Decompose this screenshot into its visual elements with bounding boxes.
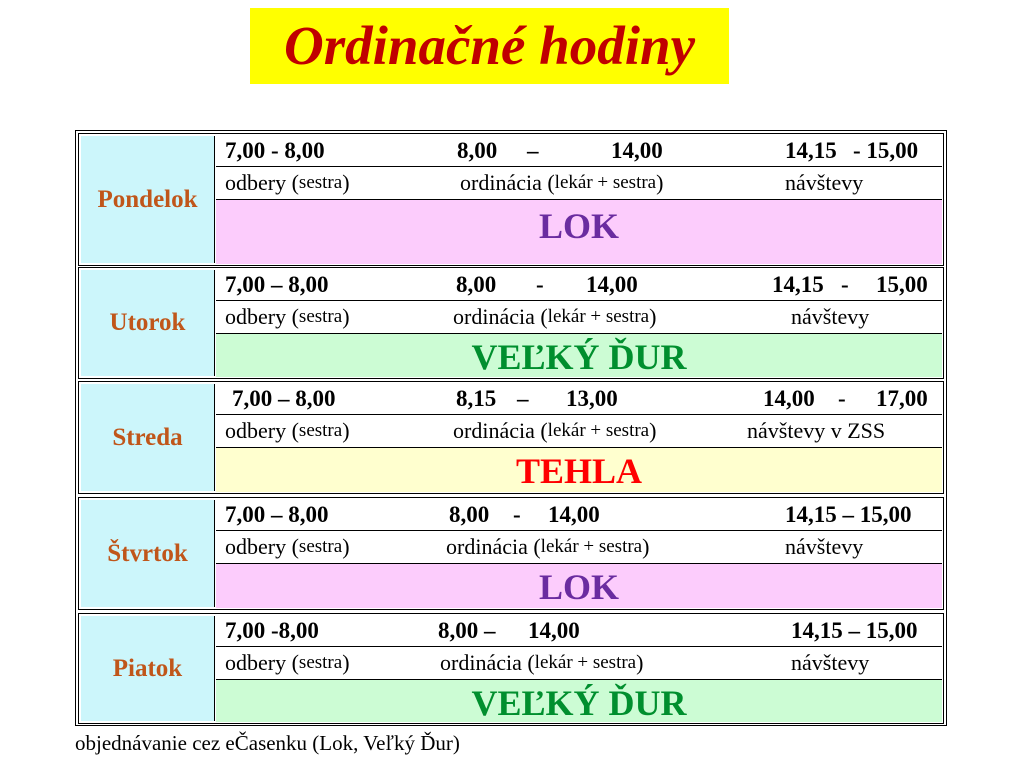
location-banner-tehla: TEHLA xyxy=(216,448,942,492)
day-name: Streda xyxy=(112,423,183,451)
label-odbery: odbery ( sestra ) xyxy=(225,418,350,443)
time-ordinacia-end: 13,00 xyxy=(566,385,618,411)
day-details xyxy=(216,615,942,722)
label-ordinacia: ordinácia ( lekár + sestra ) xyxy=(460,170,664,195)
location-banner-velky-dur: VEĽKÝ ĎUR xyxy=(216,680,942,722)
label-odbery: odbery ( sestra ) xyxy=(225,534,350,559)
title-box xyxy=(250,8,729,84)
day-name: Štvrtok xyxy=(107,539,188,567)
label-odbery: odbery ( sestra ) xyxy=(225,304,350,329)
day-block-streda xyxy=(78,381,944,494)
label-navstevy: návštevy xyxy=(791,650,870,675)
time-dash: – xyxy=(517,385,529,411)
location-banner-velky-dur: VEĽKÝ ĎUR xyxy=(216,334,942,377)
time-navstevy-end: 15,00 xyxy=(876,271,928,297)
label-navstevy: návštevy xyxy=(785,170,864,195)
day-name-cell xyxy=(81,270,215,376)
time-odbery: 7,00 -8,00 xyxy=(225,617,319,643)
label-odbery: odbery ( sestra ) xyxy=(225,170,350,195)
day-name-cell xyxy=(81,136,215,263)
label-navstevy: návštevy xyxy=(785,534,864,559)
time-navstevy-start: 14,15 xyxy=(772,271,824,297)
time-ordinacia-start: 8,15 xyxy=(456,385,497,411)
labels-row xyxy=(216,301,942,334)
day-details xyxy=(216,135,942,264)
label-ordinacia: ordinácia ( lekár + sestra ) xyxy=(453,418,657,443)
time-navstevy: 14,15 – 15,00 xyxy=(785,501,912,527)
times-row xyxy=(216,135,942,167)
times-row xyxy=(216,383,942,415)
day-name: Piatok xyxy=(112,654,183,682)
time-navstevy-end: - 15,00 xyxy=(853,137,919,163)
labels-row xyxy=(216,531,942,564)
time-ordinacia-start: 8,00 – xyxy=(438,617,496,643)
time-dash: - xyxy=(536,271,544,297)
location-banner-lok: LOK xyxy=(216,200,942,264)
day-block-piatok xyxy=(78,613,944,724)
day-name: Utorok xyxy=(109,309,186,336)
day-details xyxy=(216,383,942,492)
time-dash: - xyxy=(513,501,521,527)
time-navstevy-start: 14,00 xyxy=(763,385,815,411)
label-navstevy: návštevy v ZSS xyxy=(747,418,886,443)
time-dash: – xyxy=(527,137,539,163)
label-navstevy: návštevy xyxy=(791,304,870,329)
time-ordinacia-start: 8,00 xyxy=(456,271,497,297)
day-name-cell xyxy=(81,384,215,491)
time-odbery: 7,00 – 8,00 xyxy=(225,501,329,527)
day-block-stvrtok xyxy=(78,497,944,610)
day-details xyxy=(216,499,942,608)
labels-row xyxy=(216,415,942,448)
time-ordinacia-end: 14,00 xyxy=(528,617,580,643)
time-ordinacia-start: 8,00 xyxy=(449,501,490,527)
day-block-utorok xyxy=(78,267,944,379)
time-navstevy-end: 17,00 xyxy=(876,385,928,411)
labels-row xyxy=(216,647,942,680)
time-ordinacia-end: 14,00 xyxy=(548,501,600,527)
time-odbery: 7,00 - 8,00 xyxy=(225,137,325,163)
label-ordinacia: ordinácia ( lekár + sestra ) xyxy=(446,534,650,559)
time-ordinacia-end: 14,00 xyxy=(611,137,663,163)
schedule-table xyxy=(75,130,947,726)
times-row xyxy=(216,615,942,647)
day-name-cell xyxy=(81,500,215,607)
label-ordinacia: ordinácia ( lekár + sestra ) xyxy=(440,650,644,675)
day-details xyxy=(216,269,942,377)
label-odbery: odbery ( sestra ) xyxy=(225,650,350,675)
times-row xyxy=(216,269,942,301)
day-name-cell xyxy=(81,616,215,721)
time-odbery: 7,00 – 8,00 xyxy=(225,271,329,297)
time-navstevy-start: 14,15 xyxy=(785,137,837,163)
time-dash: - xyxy=(838,385,846,411)
booking-note: objednávanie cez eČasenku (Lok, Veľký Ďur) xyxy=(75,731,460,755)
day-block-pondelok xyxy=(78,133,944,266)
page-title: Ordinačné hodiny xyxy=(283,15,696,76)
time-ordinacia-start: 8,00 xyxy=(457,137,498,163)
time-ordinacia-end: 14,00 xyxy=(586,271,638,297)
time-navstevy: 14,15 – 15,00 xyxy=(791,617,918,643)
times-row xyxy=(216,499,942,531)
location-banner-lok: LOK xyxy=(216,564,942,608)
labels-row xyxy=(216,167,942,200)
label-ordinacia: ordinácia ( lekár + sestra ) xyxy=(453,304,657,329)
day-name: Pondelok xyxy=(97,185,198,213)
time-odbery: 7,00 – 8,00 xyxy=(232,385,336,411)
time-dash: - xyxy=(841,271,849,297)
